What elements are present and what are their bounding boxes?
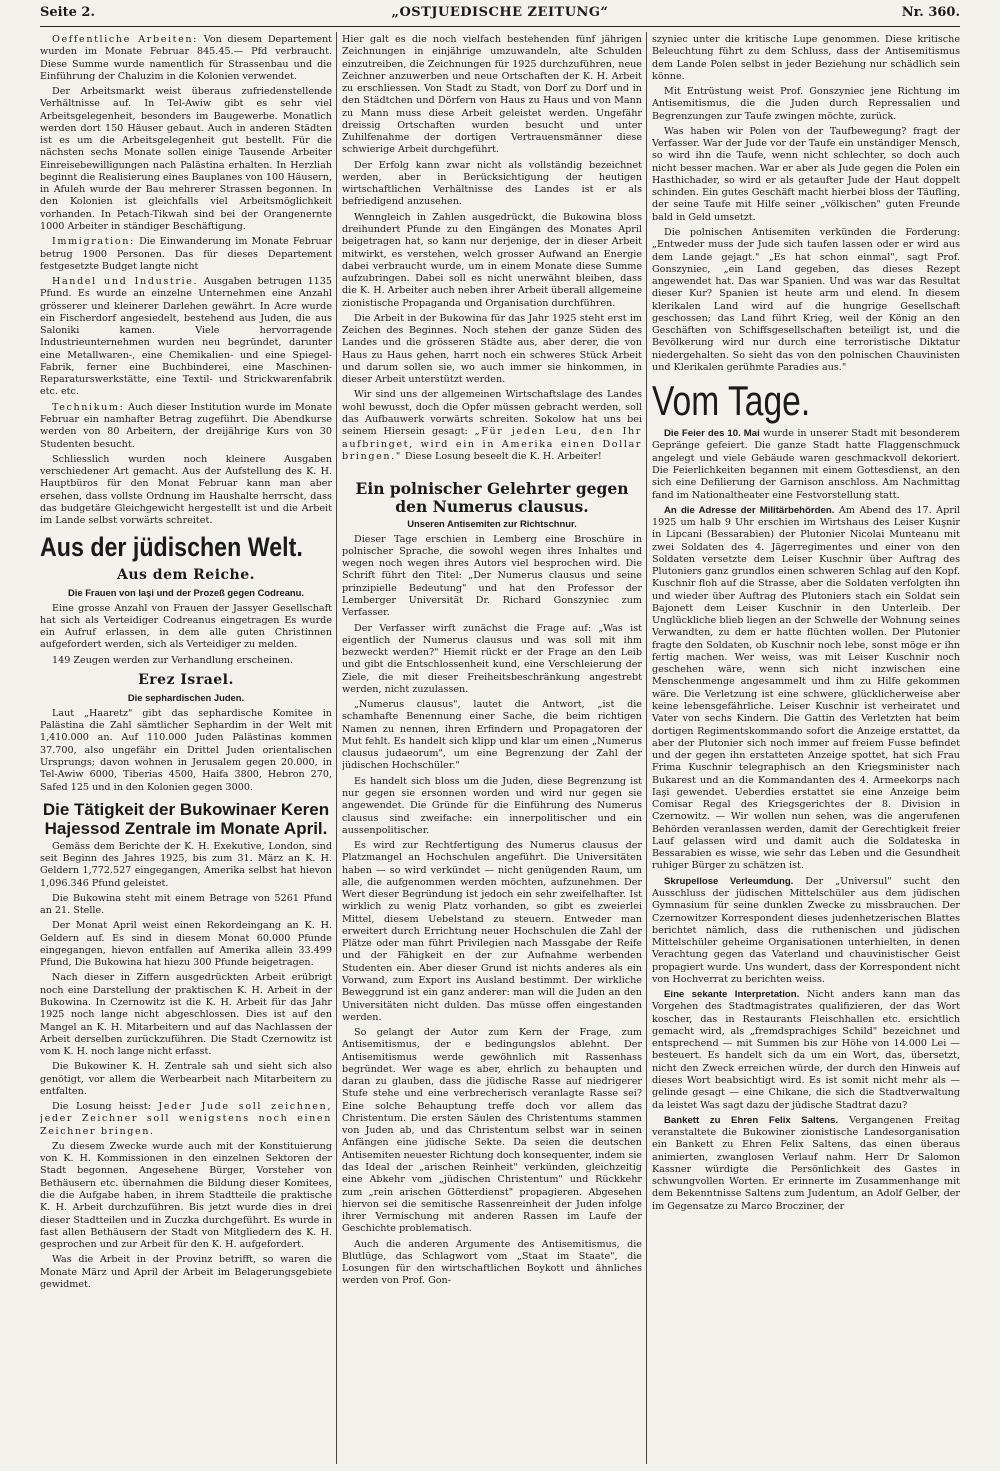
column-right — [652, 34, 960, 1464]
article-subtitle: Unseren Antisemiten zur Richtschnur. — [407, 517, 577, 529]
news-item: Die Feier des 10. Mai wurde in unserer Stadt mit besonderem Gepränge gefeiert. Die ganze Stadt hatte Flaggenschmuck angelegt und viele Gebäude waren geschmackvoll dekoriert. Die Feierlichkeiten begannen mit einem Gottesdienst, an den sich eine Defilierung der Garnison anschloss. Am Nachmittag fand im Nationaltheater eine Festvorstellung statt. — [652, 428, 960, 501]
paragraph: Der Verfasser wirft zunächst die Frage auf: „Was ist eigentlich der Numerus clausus und was soll mit ihm bezweckt werden?" Hiemit rückt er der Frage an den Leib und gibt die Entschlossenheit kund, eine Verschleierung der Ziele, die mit dieser Freiheitsbeschränkung angestrebt werden, nicht zuzulassen. — [342, 622, 642, 695]
page-label: Seite 2. — [40, 5, 95, 20]
paragraph: Dieser Tage erschien in Lemberg eine Broschüre in polnischer Sprache, die sowohl wegen ihres Inhaltes und wegen noch wegen ihres Autors viel besprochen wird. Die Schrift führt den Titel: „Der Numerus clausus und seine prinzipielle Bedeutung" und hat den Professor der Lemberger Universität Dr. Richard Gonszyniec zum Verfasser. — [342, 533, 642, 619]
paragraph: Wir sind uns der allgemeinen Wirtschaftslage des Landes wohl bewusst, doch die Opfer müssen gebracht werden, soll das Aufbauwerk vorwärts schreiten. Sokolow hat uns bei seinem Hiersein gesagt: „Für jeden Leu, den Ihr aufbringet, wird ein in Amerika einen Dollar bringen." Diese Losung beseelt die K. H. Arbeiter! — [342, 389, 642, 462]
paragraph: Der Erfolg kann zwar nicht als vollständig bezeichnet werden, aber in Berücksichtigung der heutigen wirtschaftlichen Verhältnisse des Landes ist er als befriedigend anzusehen. — [342, 159, 642, 208]
article-headline: Ein polnischer Gelehrter gegen den Numerus clausus. — [355, 479, 629, 516]
section-heading: Aus der jüdischen Welt. — [40, 532, 303, 563]
issue-number: Nr. 360. — [901, 5, 960, 20]
paragraph: Eine grosse Anzahl von Frauen der Jassyer Gesellschaft hat sich als Verteidiger Codreanus eingetragen Es wurde ein Aufruf erlassen, in dem alle guten Christinnen aufgefordert werden, sich als Verteidiger zu melden. — [40, 602, 332, 651]
paragraph: Auch die anderen Argumente des Antisemitismus, die Blutlüge, das Schlagwort vom „Staat im Staate", die Losungen für den wirtschaftlichen Boykott und ähnliches werden von Prof. Gon- — [342, 1238, 642, 1287]
column-middle — [342, 34, 642, 1464]
column-rule — [646, 32, 647, 1464]
news-item: Eine sekante Interpretation. Nicht anders kann man das Vorgehen des Stadtmagistrates qualifizieren, der das Wort koscher, das in Restaurants Fleischhallen etc. ersichtlich gemacht wird, als „fremdsprachiges Schild" bezeichnet und entsprechend — mit Summen bis zur Höhe von 14.000 Lei — besteuert. Es handelt sich da um ein Wort, das, übersetzt, nicht den Zweck erreichen würde, der durch den Hinweis auf dieses Wort beabsichtigt wird. Es ist somit nicht mehr als — gelinde gesagt — eine Chikane, die sich die Stadtverwaltung da leistet Was sagt dazu der jüdische Stadtrat dazu? — [652, 989, 960, 1111]
paragraph: Zu diesem Zwecke wurde auch mit der Konstituierung von K. H. Kommissionen in den einzelnen Sektoren der Stadt begonnen. Angesehene Bürger, Vorsteher von Bethäusern etc. übernahmen die Bildung dieser Komitees, die die Aufgabe haben, in ihrem Stadtteile die praktische K. H. Arbeit durchzuführen. Bis jetzt wurde dies in drei dieser Stadtteilen und in Zuczka durchgeführt. Es wurde in fast allen Bethäusern der Stadt von Mitgliedern des K. H. gesprochen und zur Arbeit für den K. H. aufgefordert. — [40, 1140, 332, 1251]
paragraph: Schliesslich wurden noch kleinere Ausgaben verschiedener Art gemacht. Aus der Aufstellung des K. H. Hauptbüros für den Monat Februar kann man aber ersehen, dass vollste Ordnung im Haushalte herrscht, dass das budgetäre Gleichgewicht hergestellt ist und die Arbeit im Lande selbst vorwärts schreitet. — [40, 453, 332, 527]
paragraph: Nach dieser in Ziffern ausgedrückten Arbeit erübrigt noch eine Darstellung der praktischen K. H. Arbeit in der Bukowina. In Czernowitz ist die K. H. Arbeit für das Jahr 1925 noch lange nicht abgeschlossen. Dies ist auf den Mangel an K. H. Mitarbeitern und auf das Nachlassen der Arbeit derselben zurückzuführen. Die Stadt Czernowitz ist vom K. H. noch lange nicht erfasst. — [40, 972, 332, 1058]
paragraph: Laut „Haaretz" gibt das sephardische Komitee in Palästina die Zahl sämtlicher Sephardim in der Welt mit 1,410.000 an. Auf 110.000 Juden Palästinas kommen 37.700, also ungefähr ein Drittel Juden orientalischen Ursprungs; davon wohnen in Jerusalem gegen 20.000, in Tel-Awiw 6000, Tiberias 4500, Haifa 3800, Hebron 270, Safed 125 und in den Kolonien gegen 3000. — [40, 707, 332, 793]
paragraph: Was die Arbeit in der Provinz betrifft, so waren die Monate März und April der Arbeit im Belagerungsgebiete gewidmet. — [40, 1254, 332, 1290]
subsection-heading: Aus dem Reiche. — [116, 566, 256, 583]
paragraph: Es wird zur Rechtfertigung des Numerus clausus der Platzmangel an Hochschulen angeführt. Die Universitäten haben — so wird verkündet — nicht genügenden Raum, um alle, die aufgenommen werden möchten, aufzunehmen. Der Wert dieser Begründung ist jedoch ein sehr zweifelhafter. Ist wirklich zu wenig Platz vorhanden, so gibt es zweierlei Mittel, diesem Uebelstand zu steuern. Entweder man erweitert durch Errichtung neuer Hochschulen die Zahl der Plätze oder man führt Privilegien nach Massgabe der Reife und der Fähigkeit en der zur Aufnahme werbenden Studenten ein. Aber dieser Grund ist nichts anderes als ein Vorwand, zum Export ins Ausland bestimmt. Der wirkliche Beweggrund ist ein ganz anderer: man will die Juden an den Universitäten nicht dulden. Das müsse offen eingestanden werden. — [342, 840, 642, 1023]
masthead-title: „OSTJUEDISCHE ZEITUNG“ — [391, 5, 609, 20]
paragraph: Der Monat April weist einen Rekordeingang an K. H. Geldern auf. Es sind in diesem Monat 60.000 Pfunde eingegangen, hievon entfallen auf Amerika allein 33.499 Pfund, Die Bukowina hat hiezu 300 Pfunde beigetragen. — [40, 920, 332, 969]
column-left — [40, 34, 332, 1464]
paragraph: Die Bukowina steht mit einem Betrage von 5261 Pfund an 21. Stelle. — [40, 892, 332, 917]
news-item: Bankett zu Ehren Felix Saltens. Vergangenen Freitag veranstaltete die Bukowiner zionistische Landesorganisation ein Bankett zu Ehren Felix Saltens, das einen überaus animierten, zwanglosen Verlauf nahm. Herr Dr Salomon Kassner würdigte die Persönlichkeit des Gastes in schwungvollen Worten. Er erinnerte im Zusammenhange mit dem Bekenntnisse Saltens zum Judentum, an Adolf Gelber, der im Gegensatze zu Marco Brocziner, der — [652, 1114, 960, 1212]
section-heading: Vom Tage. — [652, 377, 811, 425]
subsection-heading: Erez Israel. — [138, 671, 234, 688]
paragraph: Gemäss dem Berichte der K. H. Exekutive, London, sind seit Beginn des Jahres 1925, bis zum 31. März an K. H. Geldern 1,772.527 eingegangen, Amerika selbst hat hievon 1,096.346 Pfund geleistet. — [40, 840, 332, 889]
paragraph: Es handelt sich bloss um die Juden, diese Begrenzung ist nur gegen sie ersonnen worden und wird nur gegen sie angewendet. Die Gründe für die Einführung des Numerus clausus sind zweifache: ein innerpolitischer und ein aussenpolitischer. — [342, 775, 642, 836]
paragraph: Die Arbeit in der Bukowina für das Jahr 1925 steht erst im Zeichen des Beginnes. Noch stehen der ganze Süden des Landes und die grösseren Städte aus, aber derer, die von Haus zu Haus gehen, harrt noch ein schweres Stück Arbeit und darum sollen sie, wo auch immer sie hinkommen, in dieser Arbeit unterstützt werden. — [342, 312, 642, 386]
article-subtitle: Die sephardischen Juden. — [127, 691, 245, 703]
paragraph: Handel und Industrie. Ausgaben betrugen 1135 Pfund. Es wurde an einzelne Unternehmen eine Anzahl grösserer und kleinerer Darlehen gewährt. In Acre wurde ein Fischerdorf angesiedelt, bestehend aus Juden, die aus Saloniki kamen. Viele hervorragende Industrieunternehmen wurden neu begründet, darunter eine Metallwaren-, eine Chemikalien- und eine Spiegel-Fabrik, ferner eine Buchbinderei, eine Maschinen-Reparaturswerkstätte, eine Textil- und Strickwarenfabrik etc. etc. — [40, 276, 332, 398]
news-item: An die Adresse der Militärbehörden. Am Abend des 17. April 1925 um halb 9 Uhr erschien im Wirtshaus des Leiser Kuşnir in Lipcani (Bessarabien) der Plutonier Nicolai Munteanu mit zwei Soldaten des 4. Jägerregimentes und einer von den Soldaten versetzte dem Leiser Kuschnir über Auftrag des Plutoniers ganz grundlos einen schweren Schlag auf den Kopf. Kuschnir floh auf die Strasse, aber die Soldaten verfolgten ihn und wieder über Auftrag des Plutoniers stach ein Soldat sein Bajonett dem Leiser Kuschnir in den Unterleib. Der Unglückliche blieb liegen an der Schwelle der Wohnung seines Verwandten, zu dem er hatte flüchten wollen. Der Plutonier fragte den Soldaten, ob Kuschnir noch lebe, sonst möge er ihn fertig machen. Wer weiss, was mit Leiser Kuschnir noch geschehen wäre, wenn sich nicht inzwischen eine Menschenmenge angesammelt und ihm zu Hilfe gekommen wäre. Die Verletzung ist eine schwere, glücklicherweise aber keine lebensgefährliche. Leiser Kuschnir ist verheiratet und Vater von sechs Kindern. Die Gattin des Verletzten hat beim dortigen Regimentskommando sofort die Anzeige erstattet, da aber der Plutonier sich noch immer auf freiem Fusse befindet und der gegen ihn erstatteten Anzeige spottet, hat sich Frau Frima Kuschnir telegraphisch an den Kriegsminister nach Bukarest und an die Kommandanten des 4. Armeekorps nach Iaşi gewendet. Ueberdies erstattet sie eine Anzeige beim Comisar Regal des Kriegsgerichtes der 8. Division in Czernowitz. — Wir wollen nun sehen, was die angerufenen Behörden veranlassen werden, damit der Gerechtigkeit freier Lauf gelassen wird und damit auch die Soldateska in Bessarabien es wisse, wie sehr das Leben und die Gesundheit ruhiger Bürger zu schätzen ist. — [652, 504, 960, 872]
paragraph: Immigration: Die Einwanderung im Monate Februar betrug 1900 Personen. Das für dieses Departement festgesetzte Budget langte nicht — [40, 236, 332, 272]
paragraph: „Numerus clausus", lautet die Antwort, „ist die schamhafte Benennung einer Sache, die beim richtigen Namen zu nennen, ihren Erfindern und Propagatoren der Mut fehlt. Es handelt sich klipp und klar um einen „Numerus clausus judaeorum", um eine Begrenzung der Zahl der jüdischen Hochschüler." — [342, 699, 642, 772]
column-rule — [336, 32, 337, 1464]
paragraph: Mit Entrüstung weist Prof. Gonszyniec jene Richtung im Antisemitismus, die die Juden durch Repressalien und Begrenzungen zur Taufe zwingen möchte, zurück. — [652, 86, 960, 122]
paragraph: Die Bukowiner K. H. Zentrale sah und sieht sich also genötigt, vor allem die Werbearbeit nach Mitarbeitern zu entfalten. — [40, 1061, 332, 1097]
paragraph: Was haben wir Polen von der Taufbewegung? fragt der Verfasser. War der Jude vor der Taufe ein unständiger Mensch, so wird ihn die Taufe, wenn nicht schlechter, so doch auch nicht besser machen. War er aber als Jude gegen die Polen ein Hasthichader, so wird er als getaufter Jude der Haut doppelt schinden. Ein gutes Geschäft macht hierbei bloss der Täufling, der seine Taufe mit Hilfe seiner „völkischen" guten Freunde bald in Geld umsetzt. — [652, 125, 960, 223]
page-header — [40, 0, 960, 27]
article-subtitle: Die Frauen von Iaşi und der Prozeß gegen Codreanu. — [68, 586, 304, 598]
paragraph: Oeffentliche Arbeiten: Von diesem Departement wurden im Monate Februar 845.45.— Pfd verbraucht. Diese Summe wurde namentlich für Strassenbau und die Einführung der Chaluzim in die Kolonien verwendet. — [40, 34, 332, 82]
article-headline: Die Tätigkeit der Bukowinaer Keren Hajessod Zentrale im Monate April. — [42, 799, 330, 838]
paragraph: Technikum: Auch dieser Institution wurde im Monate Februar ein namhafter Betrag zugeführt. Die Abendkurse werden von 80 Arbeitern, der dreijährige Kurs von 30 Studenten besucht. — [40, 401, 332, 450]
news-item: Skrupellose Verleumdung. Der „Universul" sucht den Ausschluss der jüdischen Mittelschüler aus dem jüdischen Gymnasium für seine dunklen Zwecke zu missbrauchen. Der Czernowitzer Korrespondent dieses judenhetzerischen Blattes berichtet nämlich, dass die ruthenischen und jüdischen Mittelschüler geheime Organisationen unterhielten, in denen Verachtung gegen das Vaterland und chauvinistischer Geist propagiert wurde. Uns wundert, dass der Korrespondent nicht von Hochverrat zu berichten weiss. — [652, 875, 960, 985]
paragraph: 149 Zeugen werden zur Verhandlung erscheinen. — [52, 654, 294, 666]
paragraph: szyniec unter die kritische Lupe genommen. Diese kritische Beleuchtung führt zu dem Schluss, dass der Antisemitismus dem Lande Polen selbst in jeder Beziehung nur schädlich sein könne. — [652, 34, 960, 82]
paragraph: Wenngleich in Zahlen ausgedrückt, die Bukowina bloss dreihundert Pfunde zu den Eingängen des Monates April beigetragen hat, so kann nur derjenige, der in dieser Arbeit mitwirkt, es verstehen, welch grosser Aufwand an Energie dabei verbraucht wurde, um in einem Monate diese Summe aufzubringen. Dabei soll es nicht unerwähnt bleiben, dass die K. H. Arbeiter auch neben ihrer Arbeit überall allgemeine zionistische Propaganda und Organisation durchführen. — [342, 211, 642, 309]
paragraph: Die polnischen Antisemiten verkünden die Forderung: „Entweder muss der Jude sich taufen lassen oder er wird aus dem Lande gejagt." „Es hat schon einmal", sagt Prof. Gonszyniec, „ein Land gegeben, das dieses Rezept angewendet hat. Das war Spanien. Und was war das Resultat dieser Kur? Spanien ist heute arm und elend. In diesem klerikalen Land wird auf die hungrige Gesellschaft geschossen; das Land führt Krieg, weil der König an den Geschäften von Schiffsgesellschaften beteiligt ist, und die Bevölkerung wird nur durch eine terroristische Diktatur niedergehalten. So sieht das von den polnischen Chauvinisten und Klerikalen gerühmte Paradies aus." — [652, 226, 960, 373]
paragraph: Der Arbeitsmarkt weist überaus zufriedenstellende Verhältnisse auf. In Tel-Awiw gibt es sehr viel Arbeitsgelegenheit, besonders im Baugewerbe. Monatlich werden dort 150 Häuser gebaut. Auch in anderen Städten ist es um die Arbeitsgelegenheit gut bestellt. Für die nächsten sechs Monate sollen einige Tausende Arbeiter Einreisebewilligungen nach Palästina erhalten. In Herzliah beginnt die Realisierung eines Bauplanes von 100 Häusern, in Afuleh wurde der Bau mehrerer Strassen begonnen. In den Kolonien ist gleichfalls viel Arbeitsmöglichkeit vorhanden. In Petach-Tikwah sind bei der Orangenernte 1000 Arbeiter in ständiger Beschäftigung. — [40, 86, 332, 232]
paragraph: Hier galt es die noch vielfach bestehenden fünf jährigen Zeichnungen in einjährige umzuwandeln, alte Schulden einzutreiben, die Zeichnungen für 1925 durchzuführen, neue Zeichner anzuwerben und neue Ortschaften der K. H. Arbeit zu erschliessen. Von Stadt zu Stadt, von Dorf zu Dorf und in den Städtchen und Dörfern von Haus zu Haus und von Mann zu Mann muss diese Arbeit geleistet werden. Ungefähr dreissig Ortschaften wurden besucht und unter Zuhilfenahme der dortigen Vertrauensmänner diese schwierige Arbeit durchgeführt. — [342, 34, 642, 156]
paragraph: Die Losung heisst: Jeder Jude soll zeichnen, jeder Zeichner soll wenigstens noch einen Zeichner bringen. — [40, 1101, 332, 1137]
paragraph: So gelangt der Autor zum Kern der Frage, zum Antisemitismus, der e bedingungslos ablehnt. Der Antisemitismus werde gewöhnlich mit Rassenhass begründet. Wer wage es aber, ehrlich zu behaupten und daran zu glauben, dass die jüdische Rasse auf niedrigerer Stufe stehe und eine verbrecherisch veranlagte Rasse sei? Eine solche Behauptung treffe doch vor allem das Christentum. Die ersten Säulen des Christentums stammen von Juden ab, und das Christentum selbst war in seinen Anfängen eine jüdische Sekte. Da seien die deutschen Antisemiten neuester Richtung doch konsequenter, indem sie das Ideal der „arischen Reinheit" verkünden, gleichzeitig eine Abkehr vom „jüdischen Christentum" und Rückkehr zum „rein arischen Götterdienst" propagieren. Abgesehen hiervon sei die semitische Rassenreinheit der Juden infolge ihrer Vermischung mit anderen Rassen im Laufe der Geschichte problematisch. — [342, 1027, 642, 1235]
